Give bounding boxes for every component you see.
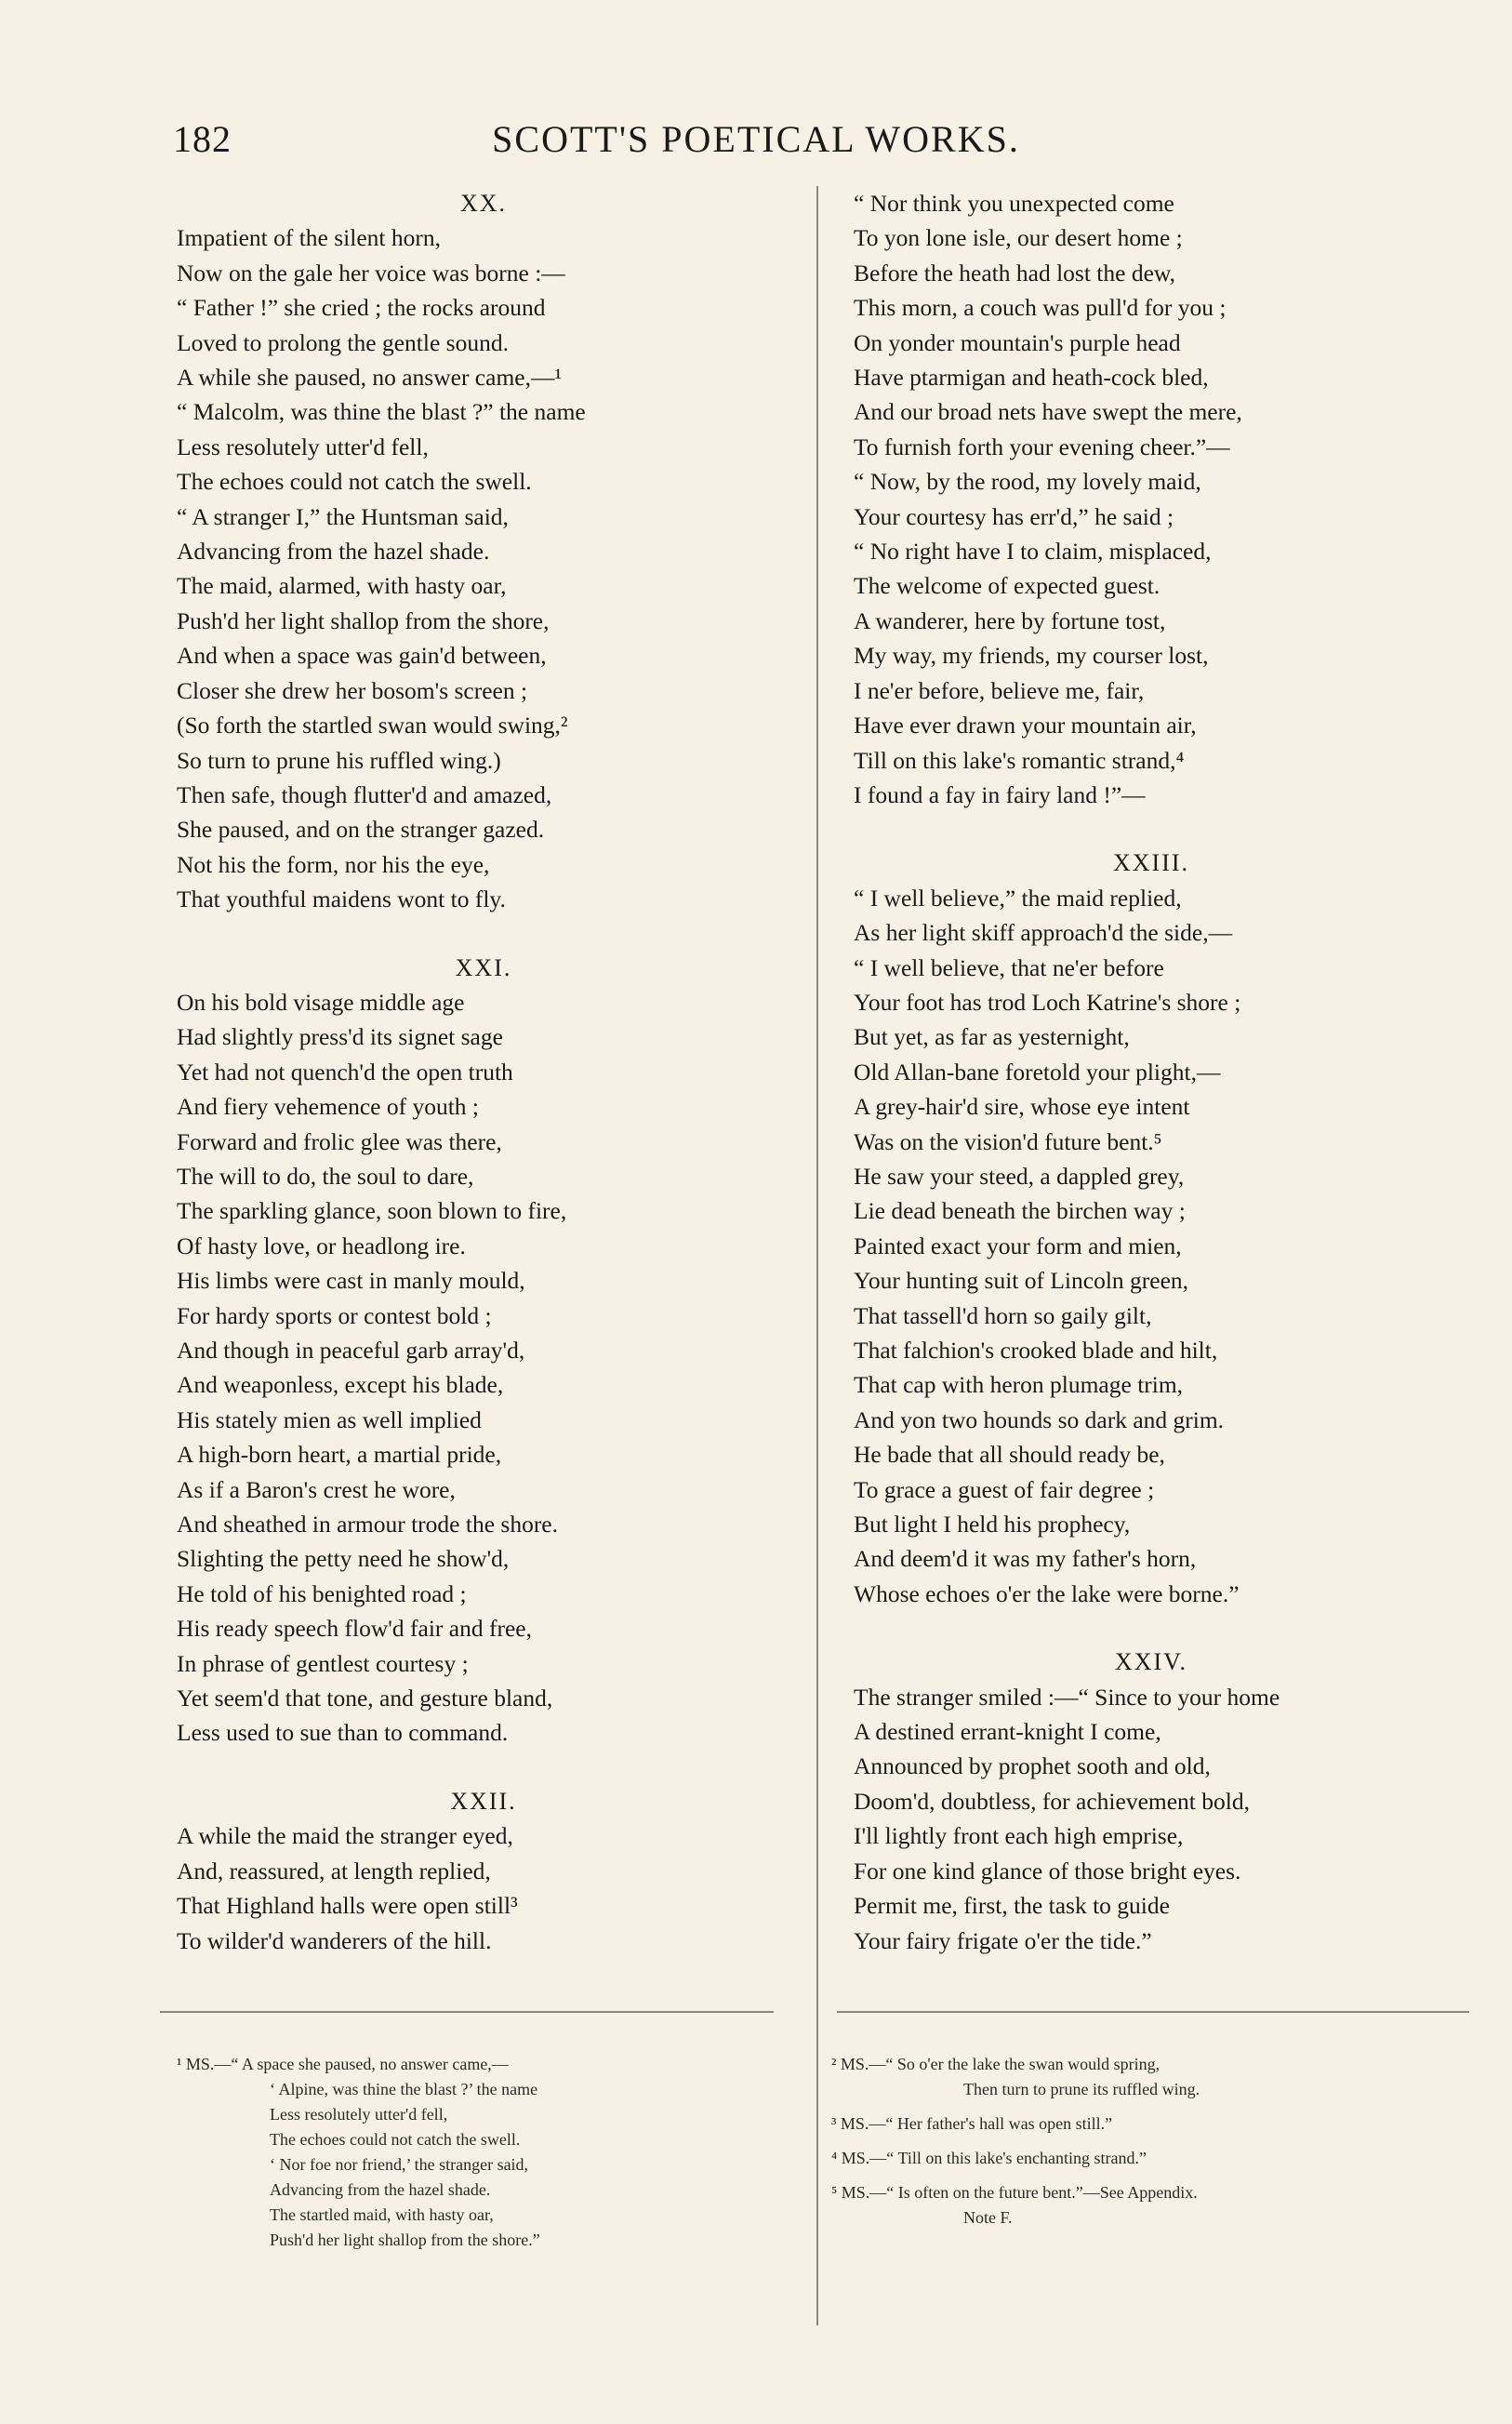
- verse-line: In phrase of gentlest courtesy ;: [177, 1649, 469, 1677]
- stanza: [177, 951, 790, 1751]
- footnote-line: ⁵ MS.—“ Is often on the future bent.”—See Appendix.: [831, 2183, 1198, 2202]
- verse-line: “ I well believe,” the maid replied,: [854, 884, 1182, 912]
- verse-line: And when a space was gain'd between,: [177, 642, 547, 670]
- verse-line: And sheathed in armour trode the shore.: [177, 1511, 559, 1538]
- verse-line: Before the heath had lost the dew,: [854, 259, 1176, 286]
- verse-line: On his bold visage middle age: [177, 988, 465, 1016]
- verse-line: Now on the gale her voice was borne :—: [177, 259, 565, 286]
- stanza-number: XXII.: [450, 1787, 517, 1815]
- verse-line: The sparkling glance, soon blown to fire,: [177, 1197, 567, 1225]
- verse-line: For one kind glance of those bright eyes.: [854, 1857, 1241, 1885]
- verse-line: Had slightly press'd its signet sage: [177, 1023, 503, 1051]
- verse-line: His ready speech flow'd fair and free,: [177, 1615, 532, 1643]
- verse-line: Push'd her light shallop from the shore,: [177, 606, 550, 634]
- footnote-line: ² MS.—“ So o'er the lake the swan would spring,: [831, 2055, 1161, 2073]
- footnote-line: Less resolutely utter'd fell,: [270, 2105, 448, 2124]
- stanza-number: XX.: [459, 190, 508, 217]
- verse-line: Not his the form, nor his the eye,: [177, 850, 490, 878]
- running-head: SCOTT'S POETICAL WORKS.: [492, 118, 1020, 160]
- verse-line: Less resolutely utter'd fell,: [177, 433, 429, 460]
- footnote-line: The echoes could not catch the swell.: [270, 2130, 521, 2149]
- verse-line: He saw your steed, a dappled grey,: [854, 1162, 1185, 1190]
- verse-line: The welcome of expected guest.: [854, 572, 1161, 600]
- stanza: [854, 186, 1449, 812]
- verse-line: His stately mien as well implied: [177, 1405, 482, 1433]
- verse-line: As her light skiff approach'd the side,—: [854, 919, 1233, 947]
- verse-line: Of hasty love, or headlong ire.: [177, 1232, 466, 1259]
- verse-line: I ne'er before, believe me, fair,: [854, 676, 1145, 704]
- verse-line: To furnish forth your evening cheer.”—: [854, 433, 1230, 460]
- footnotes-right: [831, 2052, 1482, 2240]
- verse-line: Your fairy frigate o'er the tide.”: [854, 1926, 1152, 1954]
- verse-line: A grey-hair'd sire, whose eye intent: [854, 1093, 1190, 1121]
- verse-line: Yet had not quench'd the open truth: [177, 1058, 513, 1085]
- verse-line: “ Now, by the rood, my lovely maid,: [854, 468, 1201, 496]
- verse-line: The will to do, the soul to dare,: [177, 1162, 474, 1190]
- verse-line: “ I well believe, that ne'er before: [854, 953, 1164, 981]
- verse-line: That Highland halls were open still³: [177, 1892, 518, 1920]
- verse-line: A wanderer, here by fortune tost,: [854, 606, 1166, 634]
- footnote-line: The startled maid, with hasty oar,: [270, 2205, 494, 2224]
- verse-line: Your courtesy has err'd,” he said ;: [854, 502, 1174, 530]
- footnotes-left: [177, 2052, 772, 2262]
- verse-line: And, reassured, at length replied,: [177, 1857, 491, 1885]
- verse-line: That tassell'd horn so gaily gilt,: [854, 1301, 1152, 1329]
- verse-line: (So forth the startled swan would swing,²: [177, 712, 568, 739]
- verse-line: To grace a guest of fair degree ;: [854, 1475, 1155, 1503]
- page-number: 182: [173, 118, 232, 160]
- verse-line: That falchion's crooked blade and hilt,: [854, 1337, 1218, 1364]
- verse-line: I'll lightly front each high emprise,: [854, 1822, 1184, 1850]
- verse-line: The echoes could not catch the swell.: [177, 468, 532, 496]
- footnote-line: Then turn to prune its ruffled wing.: [963, 2080, 1200, 2098]
- verse-line: Advancing from the hazel shade.: [177, 538, 490, 566]
- footnote: [831, 2146, 1482, 2171]
- verse-line: But yet, as far as yesternight,: [854, 1023, 1130, 1051]
- verse-line: That cap with heron plumage trim,: [854, 1371, 1184, 1399]
- verse-line: Loved to prolong the gentle sound.: [177, 328, 509, 356]
- verse-line: Doom'd, doubtless, for achievement bold,: [854, 1787, 1250, 1815]
- verse-line: Closer she drew her bosom's screen ;: [177, 676, 528, 704]
- footnote: [177, 2052, 772, 2253]
- footnote-line: ⁴ MS.—“ Till on this lake's enchanting strand.”: [831, 2149, 1147, 2167]
- verse-line: He bade that all should ready be,: [854, 1441, 1165, 1469]
- stanza: [854, 1645, 1449, 1958]
- verse-line: “ No right have I to claim, misplaced,: [854, 538, 1212, 566]
- footnote-line: ‘ Nor foe nor friend,’ the stranger said,: [270, 2155, 529, 2174]
- verse-line: And deem'd it was my father's horn,: [854, 1545, 1197, 1573]
- stanza-number: XXI.: [455, 953, 512, 981]
- verse-line: And though in peaceful garb array'd,: [177, 1337, 525, 1364]
- verse-line: For hardy sports or contest bold ;: [177, 1301, 492, 1329]
- verse-line: My way, my friends, my courser lost,: [854, 642, 1209, 670]
- verse-line: So turn to prune his ruffled wing.): [177, 746, 501, 774]
- footnote-line: ¹ MS.—“ A space she paused, no answer came,—: [177, 2055, 509, 2073]
- verse-line: His limbs were cast in manly mould,: [177, 1267, 525, 1295]
- verse-line: A destined errant-knight I come,: [854, 1718, 1161, 1746]
- verse-line: And weaponless, except his blade,: [177, 1371, 504, 1399]
- verse-line: That youthful maidens wont to fly.: [177, 886, 506, 913]
- verse-line: Impatient of the silent horn,: [177, 224, 441, 252]
- verse-line: Slighting the petty need he show'd,: [177, 1545, 510, 1573]
- footnote: [831, 2052, 1482, 2102]
- verse-line: “ Father !” she cried ; the rocks around: [177, 294, 546, 322]
- footnote-line: ³ MS.—“ Her father's hall was open still.”: [831, 2114, 1113, 2133]
- verse-line: “ A stranger I,” the Huntsman said,: [177, 502, 509, 530]
- verse-line: Old Allan-bane foretold your plight,—: [854, 1058, 1221, 1085]
- verse-line: Forward and frolic glee was there,: [177, 1127, 502, 1155]
- verse-line: As if a Baron's crest he wore,: [177, 1475, 456, 1503]
- stanza-number: XXIII.: [1112, 849, 1190, 877]
- verse-line: But light I held his prophecy,: [854, 1511, 1131, 1538]
- verse-line: He told of his benighted road ;: [177, 1579, 467, 1607]
- verse-line: Have ever drawn your mountain air,: [854, 712, 1197, 739]
- verse-line: Whose echoes o'er the lake were borne.”: [854, 1579, 1240, 1607]
- verse-line: Announced by prophet sooth and old,: [854, 1752, 1211, 1780]
- stanza-number: XXIV.: [1114, 1648, 1188, 1676]
- verse-line: “ Nor think you unexpected come: [854, 190, 1174, 217]
- footnote: [831, 2180, 1482, 2231]
- verse-line: Then safe, though flutter'd and amazed,: [177, 780, 552, 808]
- verse-line: The maid, alarmed, with hasty oar,: [177, 572, 507, 600]
- verse-line: This morn, a couch was pull'd for you ;: [854, 294, 1227, 322]
- footnote-line: Advancing from the hazel shade.: [270, 2180, 491, 2199]
- verse-line: To wilder'd wanderers of the hill.: [177, 1926, 492, 1954]
- verse-line: Your hunting suit of Lincoln green,: [854, 1267, 1189, 1295]
- verse-line: Your foot has trod Loch Katrine's shore ;: [854, 988, 1241, 1016]
- verse-line: “ Malcolm, was thine the blast ?” the name: [177, 398, 586, 426]
- verse-line: The stranger smiled :—“ Since to your home: [854, 1683, 1280, 1711]
- verse-line: Yet seem'd that tone, and gesture bland,: [177, 1685, 553, 1712]
- footnote-line: Note F.: [963, 2208, 1013, 2227]
- verse-line: Lie dead beneath the birchen way ;: [854, 1197, 1186, 1225]
- footnote-line: Push'd her light shallop from the shore.”: [270, 2231, 540, 2249]
- verse-line: A while the maid the stranger eyed,: [177, 1822, 513, 1850]
- verse-line: And our broad nets have swept the mere,: [854, 398, 1242, 426]
- right-column: [854, 186, 1449, 1991]
- verse-line: Till on this lake's romantic strand,⁴: [854, 746, 1185, 774]
- verse-line: I found a fay in fairy land !”—: [854, 780, 1146, 808]
- verse-line: Permit me, first, the task to guide: [854, 1892, 1170, 1920]
- verse-line: Was on the vision'd future bent.⁵: [854, 1127, 1162, 1155]
- verse-line: A while she paused, no answer came,—¹: [177, 364, 563, 392]
- verse-line: A high-born heart, a martial pride,: [177, 1441, 502, 1469]
- footnote-line: ‘ Alpine, was thine the blast ?’ the name: [270, 2080, 538, 2098]
- verse-line: She paused, and on the stranger gazed.: [177, 816, 545, 844]
- stanza: [177, 186, 790, 917]
- verse-line: And yon two hounds so dark and grim.: [854, 1405, 1225, 1433]
- stanza: [854, 846, 1449, 1611]
- left-column: [177, 186, 790, 1991]
- verse-line: And fiery vehemence of youth ;: [177, 1093, 480, 1121]
- verse-line: To yon lone isle, our desert home ;: [854, 224, 1183, 252]
- stanza: [177, 1784, 790, 1958]
- verse-line: Have ptarmigan and heath-cock bled,: [854, 364, 1209, 392]
- footnote-rule-left: [160, 2011, 774, 2013]
- column-divider: [816, 186, 818, 2325]
- footnote: [831, 2111, 1482, 2137]
- verse-line: Less used to sue than to command.: [177, 1719, 509, 1747]
- verse-line: On yonder mountain's purple head: [854, 328, 1181, 356]
- footnote-rule-right: [837, 2011, 1469, 2013]
- verse-line: Painted exact your form and mien,: [854, 1232, 1182, 1259]
